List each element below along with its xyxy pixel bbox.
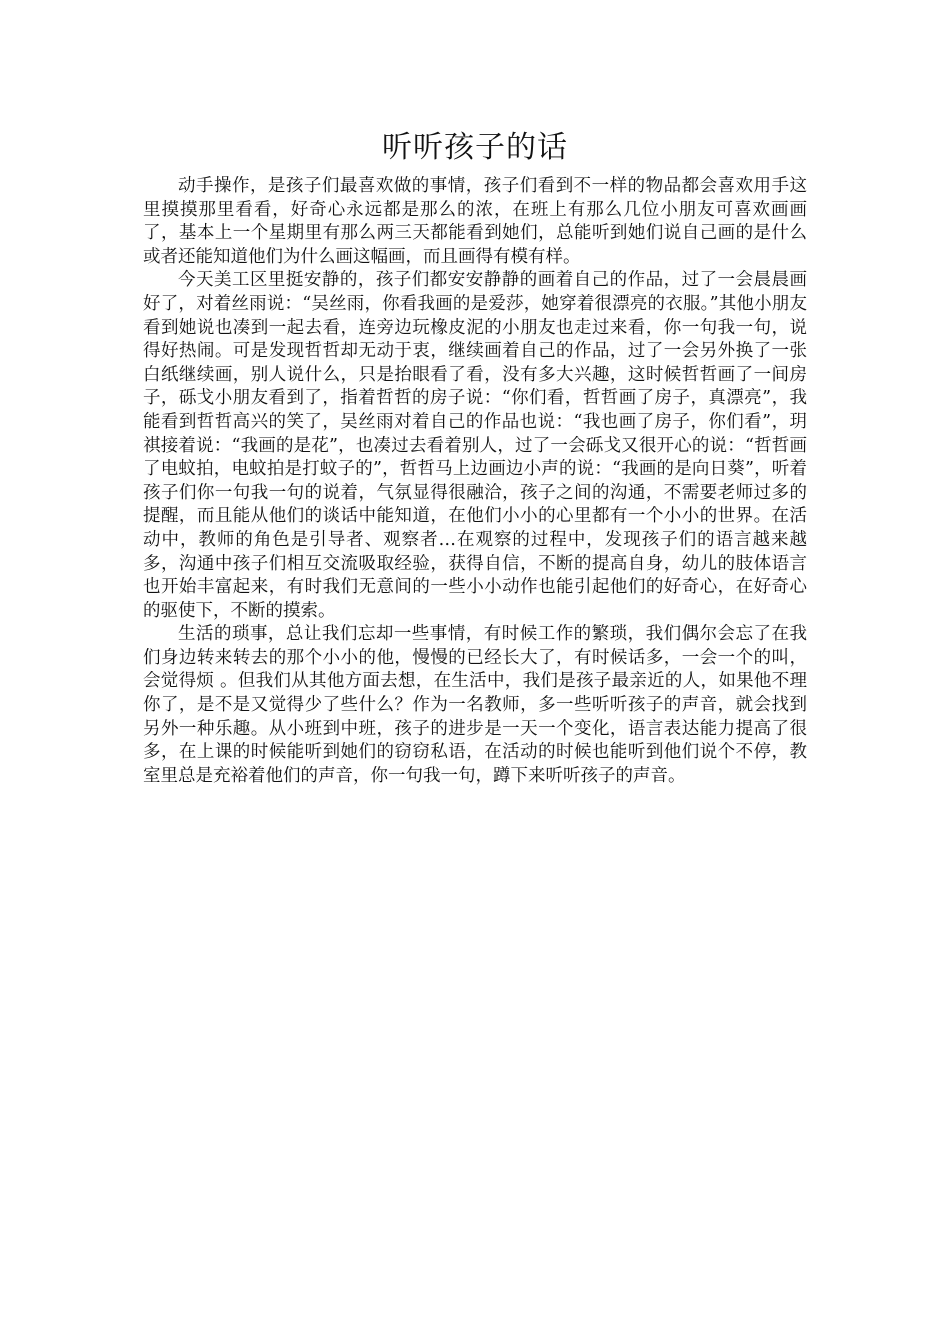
paragraph-3: 生活的琐事，总让我们忘却一些事情，有时候工作的繁琐，我们偶尔会忘了在我们身边转来转去的那个小小的他，慢慢的已经长大了，有时候话多，一会一个的叫，会觉得烦 。但我们从其他方面去想，在生活中，我们是孩子最亲近的人，如果他不理你了，是不是又觉得少了些什么？作为一名教师，多一些听听孩子的声音，就会找到另外一种乐趣。从小班到中班，孩子的进步是一天一个变化，语言表达能力提高了很多，在上课的时候能听到她们的窃窃私语，在活动的时候也能听到他们说个不停，教室里总是充裕着他们的声音，你一句我一句，蹲下来听听孩子的声音。 (143, 624, 807, 786)
paragraph-1: 动手操作，是孩子们最喜欢做的事情，孩子们看到不一样的物品都会喜欢用手这里摸摸那里看看，好奇心永远都是那么的浓，在班上有那么几位小朋友可喜欢画画了，基本上一个星期里有那么两三天都能看到她们，总能听到她们说自己画的是什么或者还能知道他们为什么画这幅画，而且画得有模有样。 (143, 176, 807, 267)
paragraph-2: 今天美工区里挺安静的，孩子们都安安静静的画着自己的作品，过了一会晨晨画好了，对着丝雨说：“吴丝雨，你看我画的是爱莎，她穿着很漂亮的衣服。”其他小朋友看到她说也凑到一起去看，连旁边玩橡皮泥的小朋友也走过来看，你一句我一句，说得好热闹。可是发现哲哲却无动于衷，继续画着自己的作品，过了一会另外换了一张白纸继续画，别人说什么，只是抬眼看了看，没有多大兴趣，这时候哲哲画了一间房子，砾戈小朋友看到了，指着哲哲的房子说：“你们看，哲哲画了房子，真漂亮”，我能看到哲哲高兴的笑了，吴丝雨对着自己的作品也说：“我也画了房子，你们看”，玥祺接着说：“我画的是花”，也凑过去看着别人，过了一会砾戈又很开心的说：“哲哲画了电蚊拍，电蚊拍是打蚊子的”，哲哲马上边画边小声的说：“我画的是向日葵”，听着孩子们你一句我一句的说着，气氛显得很融洽，孩子之间的沟通，不需要老师过多的提醒，而且能从他们的谈话中能知道，在他们小小的心里都有一个小小的世界。在活动中，教师的角色是引导者、观察者…在观察的过程中，发现孩子们的语言越来越多，沟通中孩子们相互交流吸取经验，获得自信，不断的提高自身，幼儿的肢体语言也开始丰富起来，有时我们无意间的一些小小动作也能引起他们的好奇心，在好奇心的驱使下，不断的摸索。 (143, 270, 807, 621)
document-title: 听听孩子的话 (382, 130, 568, 165)
document-body (143, 175, 807, 788)
